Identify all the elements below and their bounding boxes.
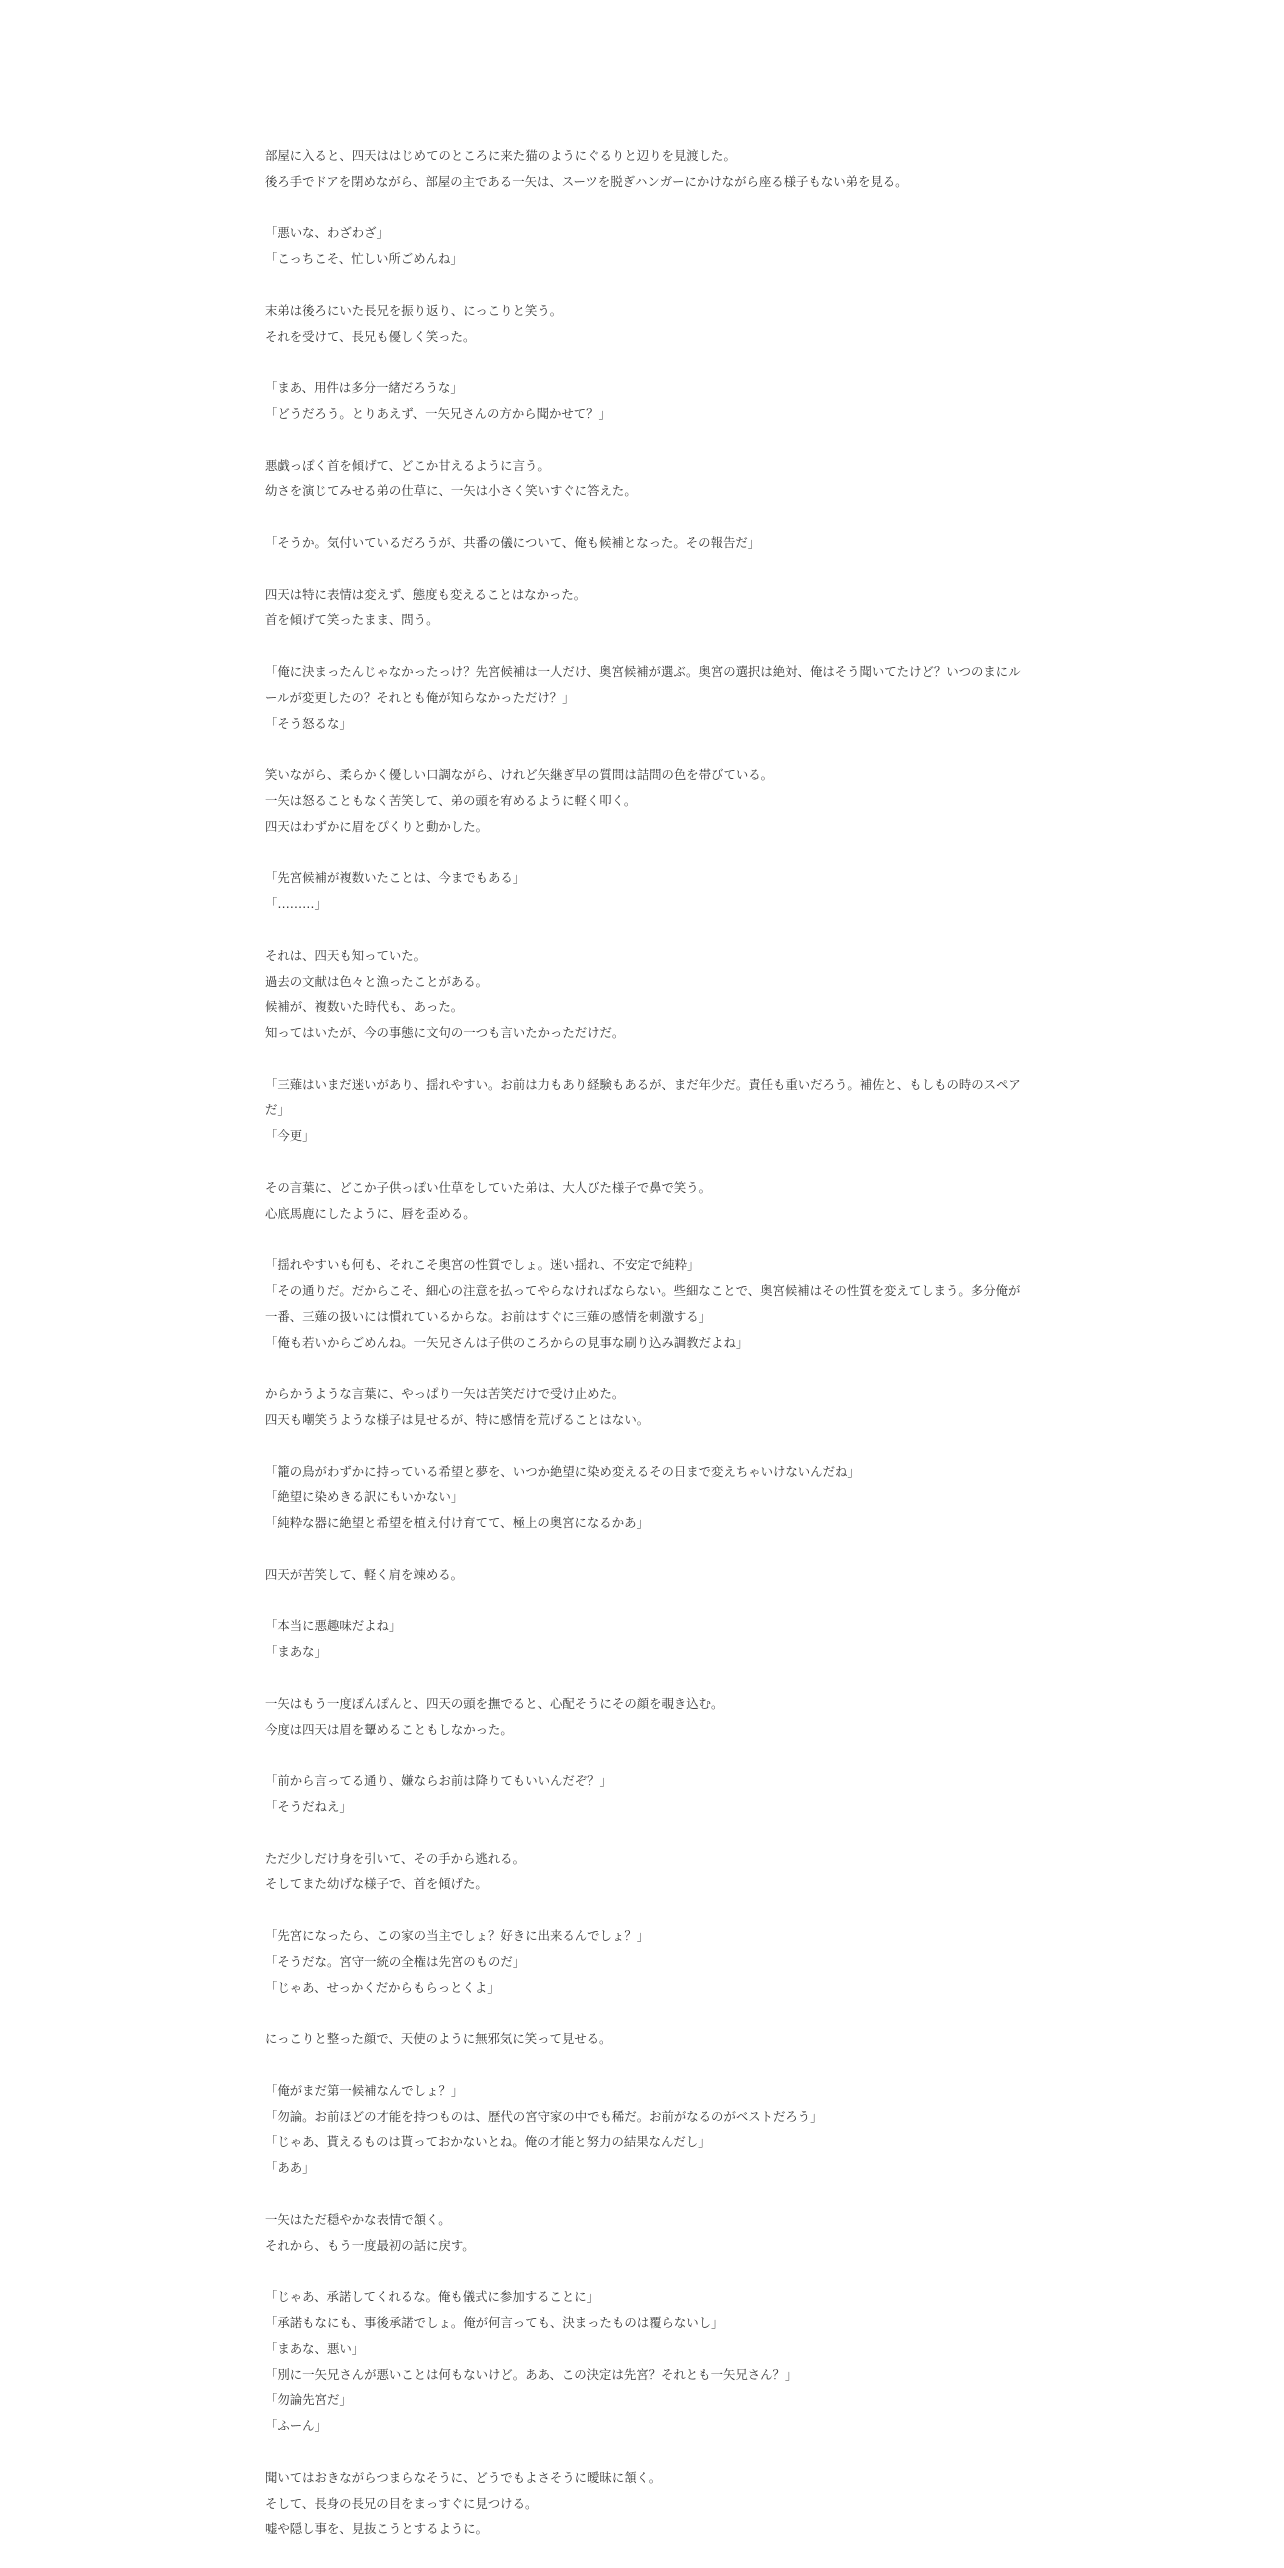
paragraph	[265, 1691, 1023, 1743]
paragraph	[265, 659, 1023, 736]
paragraph	[265, 1175, 1023, 1227]
text-line: 今度は四天は眉を顰めることもしなかった。	[265, 1721, 513, 1737]
paragraph-spacer	[265, 504, 1023, 530]
paragraph	[265, 1846, 1023, 1898]
text-line: 「三薙はいまだ迷いがあり、揺れやすい。お前は力もあり経験もあるが、まだ年少だ。責任も重いだろう。補佐と、もしもの時のスペアだ」	[265, 1076, 1021, 1118]
paragraph-spacer	[265, 1742, 1023, 1768]
text-line: 四天は特に表情は変えず、態度も変えることはなかった。	[265, 586, 587, 602]
paragraph-spacer	[265, 1536, 1023, 1562]
paragraph	[265, 2284, 1023, 2439]
paragraph-spacer	[265, 736, 1023, 762]
text-line: 「俺がまだ第一候補なんでしょ？」	[265, 2082, 464, 2098]
text-line: 「じゃあ、承諾してくれるな。俺も儀式に参加することに」	[265, 2289, 600, 2305]
text-line: 「まあな」	[265, 1644, 327, 1660]
text-line: 「悪いな、わざわざ」	[265, 225, 389, 241]
text-line: 悪戯っぽく首を傾げて、どこか甘えるように言う。	[265, 457, 550, 473]
text-line: 「籠の鳥がわずかに持っている希望と夢を、いつか絶望に染め変えるその日まで変えちゃいけないんだね」	[265, 1463, 860, 1479]
paragraph-spacer	[265, 195, 1023, 221]
text-line: 一矢はもう一度ぽんぽんと、四天の頭を撫でると、心配そうにその顔を覗き込む。	[265, 1695, 724, 1711]
text-line: そして、長身の長兄の目をまっすぐに見つける。	[265, 2495, 538, 2511]
text-line: 「先宮候補が複数いたことは、今までもある」	[265, 870, 526, 886]
text-line: 首を傾げて笑ったまま、問う。	[265, 612, 439, 628]
text-line: 「揺れやすいも何も、それこそ奥宮の性質でしょ。迷い揺れ、不安定で純粋」	[265, 1257, 700, 1273]
text-line: 末弟は後ろにいた長兄を振り返り、にっこりと笑う。	[265, 302, 563, 318]
paragraph-spacer	[265, 2439, 1023, 2465]
paragraph	[265, 2026, 1023, 2052]
paragraph	[265, 2207, 1023, 2259]
text-line: 「そうだな。宮守一統の全権は先宮のものだ」	[265, 1953, 526, 1969]
text-line: 四天はわずかに眉をぴくりと動かした。	[265, 818, 489, 834]
paragraph-spacer	[265, 556, 1023, 582]
text-line: それから、もう一度最初の話に戻す。	[265, 2237, 475, 2253]
paragraph	[265, 453, 1023, 505]
text-line: それを受けて、長兄も優しく笑った。	[265, 328, 476, 344]
paragraph	[265, 530, 1023, 556]
text-line: 聞いてはおきながらつまらなそうに、どうでもよさそうに曖昧に頷く。	[265, 2469, 662, 2485]
text-line: からかうような言葉に、やっぱり一矢は苦笑だけで受け止めた。	[265, 1386, 625, 1402]
paragraph	[265, 1381, 1023, 1433]
text-line: 「ああ」	[265, 2160, 315, 2176]
paragraph	[265, 943, 1023, 1046]
text-line: 候補が、複数いた時代も、あった。	[265, 999, 464, 1015]
text-line: 「そうだねえ」	[265, 1799, 352, 1814]
paragraph-spacer	[265, 1897, 1023, 1923]
text-line: 過去の文献は色々と漁ったことがある。	[265, 973, 489, 989]
story-text	[265, 143, 1023, 2542]
text-line: 「ふーん」	[265, 2418, 327, 2434]
text-line: 「じゃあ、貰えるものは貰っておかないとね。俺の才能と努力の結果なんだし」	[265, 2134, 711, 2150]
text-line: にっこりと整った顔で、天使のように無邪気に笑って見せる。	[265, 2031, 612, 2047]
text-line: 心底馬鹿にしたように、唇を歪める。	[265, 1205, 476, 1221]
text-line: 後ろ手でドアを閉めながら、部屋の主である一矢は、スーツを脱ぎハンガーにかけながら座る様子もない弟を見る。	[265, 173, 908, 189]
paragraph-spacer	[265, 840, 1023, 866]
text-line: 「前から言ってる通り、嫌ならお前は降りてもいいんだぞ？」	[265, 1773, 612, 1789]
paragraph	[265, 2078, 1023, 2181]
text-line: 「まあな、悪い」	[265, 2340, 365, 2356]
text-line: 幼さを演じてみせる弟の仕草に、一矢は小さく笑いすぐに答えた。	[265, 483, 637, 499]
text-line: 「勿論。お前ほどの才能を持つものは、歴代の宮守家の中でも稀だ。お前がなるのがベストだろう」	[265, 2108, 823, 2124]
text-line: 部屋に入ると、四天ははじめてのところに来た猫のようにぐるりと辺りを見渡した。	[265, 148, 736, 163]
paragraph	[265, 1459, 1023, 1536]
text-line: 「俺も若いからごめんね。一矢兄さんは子供のころからの見事な刷り込み調教だよね」	[265, 1334, 749, 1350]
text-line: それは、四天も知っていた。	[265, 947, 427, 963]
paragraph-spacer	[265, 633, 1023, 659]
paragraph-spacer	[265, 1046, 1023, 1072]
paragraph	[265, 582, 1023, 634]
paragraph-spacer	[265, 2181, 1023, 2207]
paragraph-spacer	[265, 2052, 1023, 2078]
paragraph	[265, 1613, 1023, 1665]
paragraph-spacer	[265, 1588, 1023, 1614]
text-line: 「絶望に染めきる訳にもいかない」	[265, 1489, 464, 1505]
text-line: その言葉に、どこか子供っぽい仕草をしていた弟は、大人びた様子で鼻で笑う。	[265, 1179, 712, 1195]
text-line: 「まあ、用件は多分一緒だろうな」	[265, 380, 463, 396]
text-line: 「その通りだ。だからこそ、細心の注意を払ってやらなければならない。些細なことで、奥宮候補はその性質を変えてしまう。多分俺が一番、三薙の扱いには慣れているからな。お前はすぐに三薙の感情を刺激する」	[265, 1283, 1021, 1324]
text-line: 「先宮になったら、この家の当主でしょ？好きに出来るんでしょ？」	[265, 1927, 650, 1943]
text-line: 「そうか。気付いているだろうが、共番の儀について、俺も候補となった。その報告だ」	[265, 534, 761, 550]
text-line: 「純粋な器に絶望と希望を植え付け育てて、極上の奥宮になるかあ」	[265, 1515, 649, 1531]
paragraph	[265, 1072, 1023, 1149]
text-line: 四天が苦笑して、軽く肩を竦める。	[265, 1566, 464, 1582]
paragraph	[265, 2465, 1023, 2542]
paragraph-spacer	[265, 1149, 1023, 1175]
text-line: 「今更」	[265, 1128, 315, 1144]
text-line: 「こっちこそ、忙しい所ごめんね」	[265, 251, 463, 267]
paragraph-spacer	[265, 1820, 1023, 1846]
paragraph-spacer	[265, 1433, 1023, 1459]
paragraph-spacer	[265, 349, 1023, 375]
text-line: 「そう怒るな」	[265, 715, 352, 731]
text-line: 四天も嘲笑うような様子は見せるが、特に感情を荒げることはない。	[265, 1412, 650, 1428]
text-line: 笑いながら、柔らかく優しい口調ながら、けれど矢継ぎ早の質問は詰問の色を帯びている。	[265, 767, 774, 783]
paragraph-spacer	[265, 1355, 1023, 1381]
paragraph	[265, 298, 1023, 350]
text-line: 「………」	[265, 896, 327, 912]
paragraph	[265, 762, 1023, 839]
text-line: そしてまた幼げな様子で、首を傾げた。	[265, 1876, 488, 1892]
paragraph-spacer	[265, 2000, 1023, 2026]
text-line: ただ少しだけ身を引いて、その手から逃れる。	[265, 1850, 525, 1866]
paragraph	[265, 1252, 1023, 1355]
paragraph-spacer	[265, 272, 1023, 298]
paragraph	[265, 1923, 1023, 2000]
paragraph-spacer	[265, 1665, 1023, 1691]
text-line: 「じゃあ、せっかくだからもらっとくよ」	[265, 1979, 500, 1995]
text-line: 「本当に悪趣味だよね」	[265, 1618, 402, 1634]
paragraph	[265, 1562, 1023, 1588]
paragraph-spacer	[265, 2258, 1023, 2284]
text-line: 一矢は怒ることもなく苦笑して、弟の頭を宥めるように軽く叩く。	[265, 792, 637, 808]
text-line: 「どうだろう。とりあえず、一矢兄さんの方から聞かせて？」	[265, 405, 611, 421]
paragraph	[265, 1768, 1023, 1820]
text-line: 知ってはいたが、今の事態に文句の一つも言いたかっただけだ。	[265, 1025, 625, 1041]
text-line: 一矢はただ穏やかな表情で頷く。	[265, 2211, 451, 2227]
paragraph	[265, 143, 1023, 195]
paragraph	[265, 375, 1023, 427]
text-line: 「承諾もなにも、事後承諾でしょ。俺が何言っても、決まったものは覆らないし」	[265, 2314, 724, 2330]
text-line: 「俺に決まったんじゃなかったっけ？先宮候補は一人だけ、奥宮候補が選ぶ。奥宮の選択は絶対、俺はそう聞いてたけど？いつのまにルールが変更したの？それとも俺が知らなかっただけ？」	[265, 663, 1021, 705]
text-line: 嘘や隠し事を、見抜こうとするように。	[265, 2521, 489, 2537]
paragraph-spacer	[265, 1226, 1023, 1252]
paragraph-spacer	[265, 427, 1023, 453]
paragraph	[265, 220, 1023, 272]
paragraph	[265, 865, 1023, 917]
text-line: 「勿論先宮だ」	[265, 2392, 352, 2408]
text-line: 「別に一矢兄さんが悪いことは何もないけど。ああ、この決定は先宮？それとも一矢兄さん？」	[265, 2366, 798, 2382]
paragraph-spacer	[265, 917, 1023, 943]
